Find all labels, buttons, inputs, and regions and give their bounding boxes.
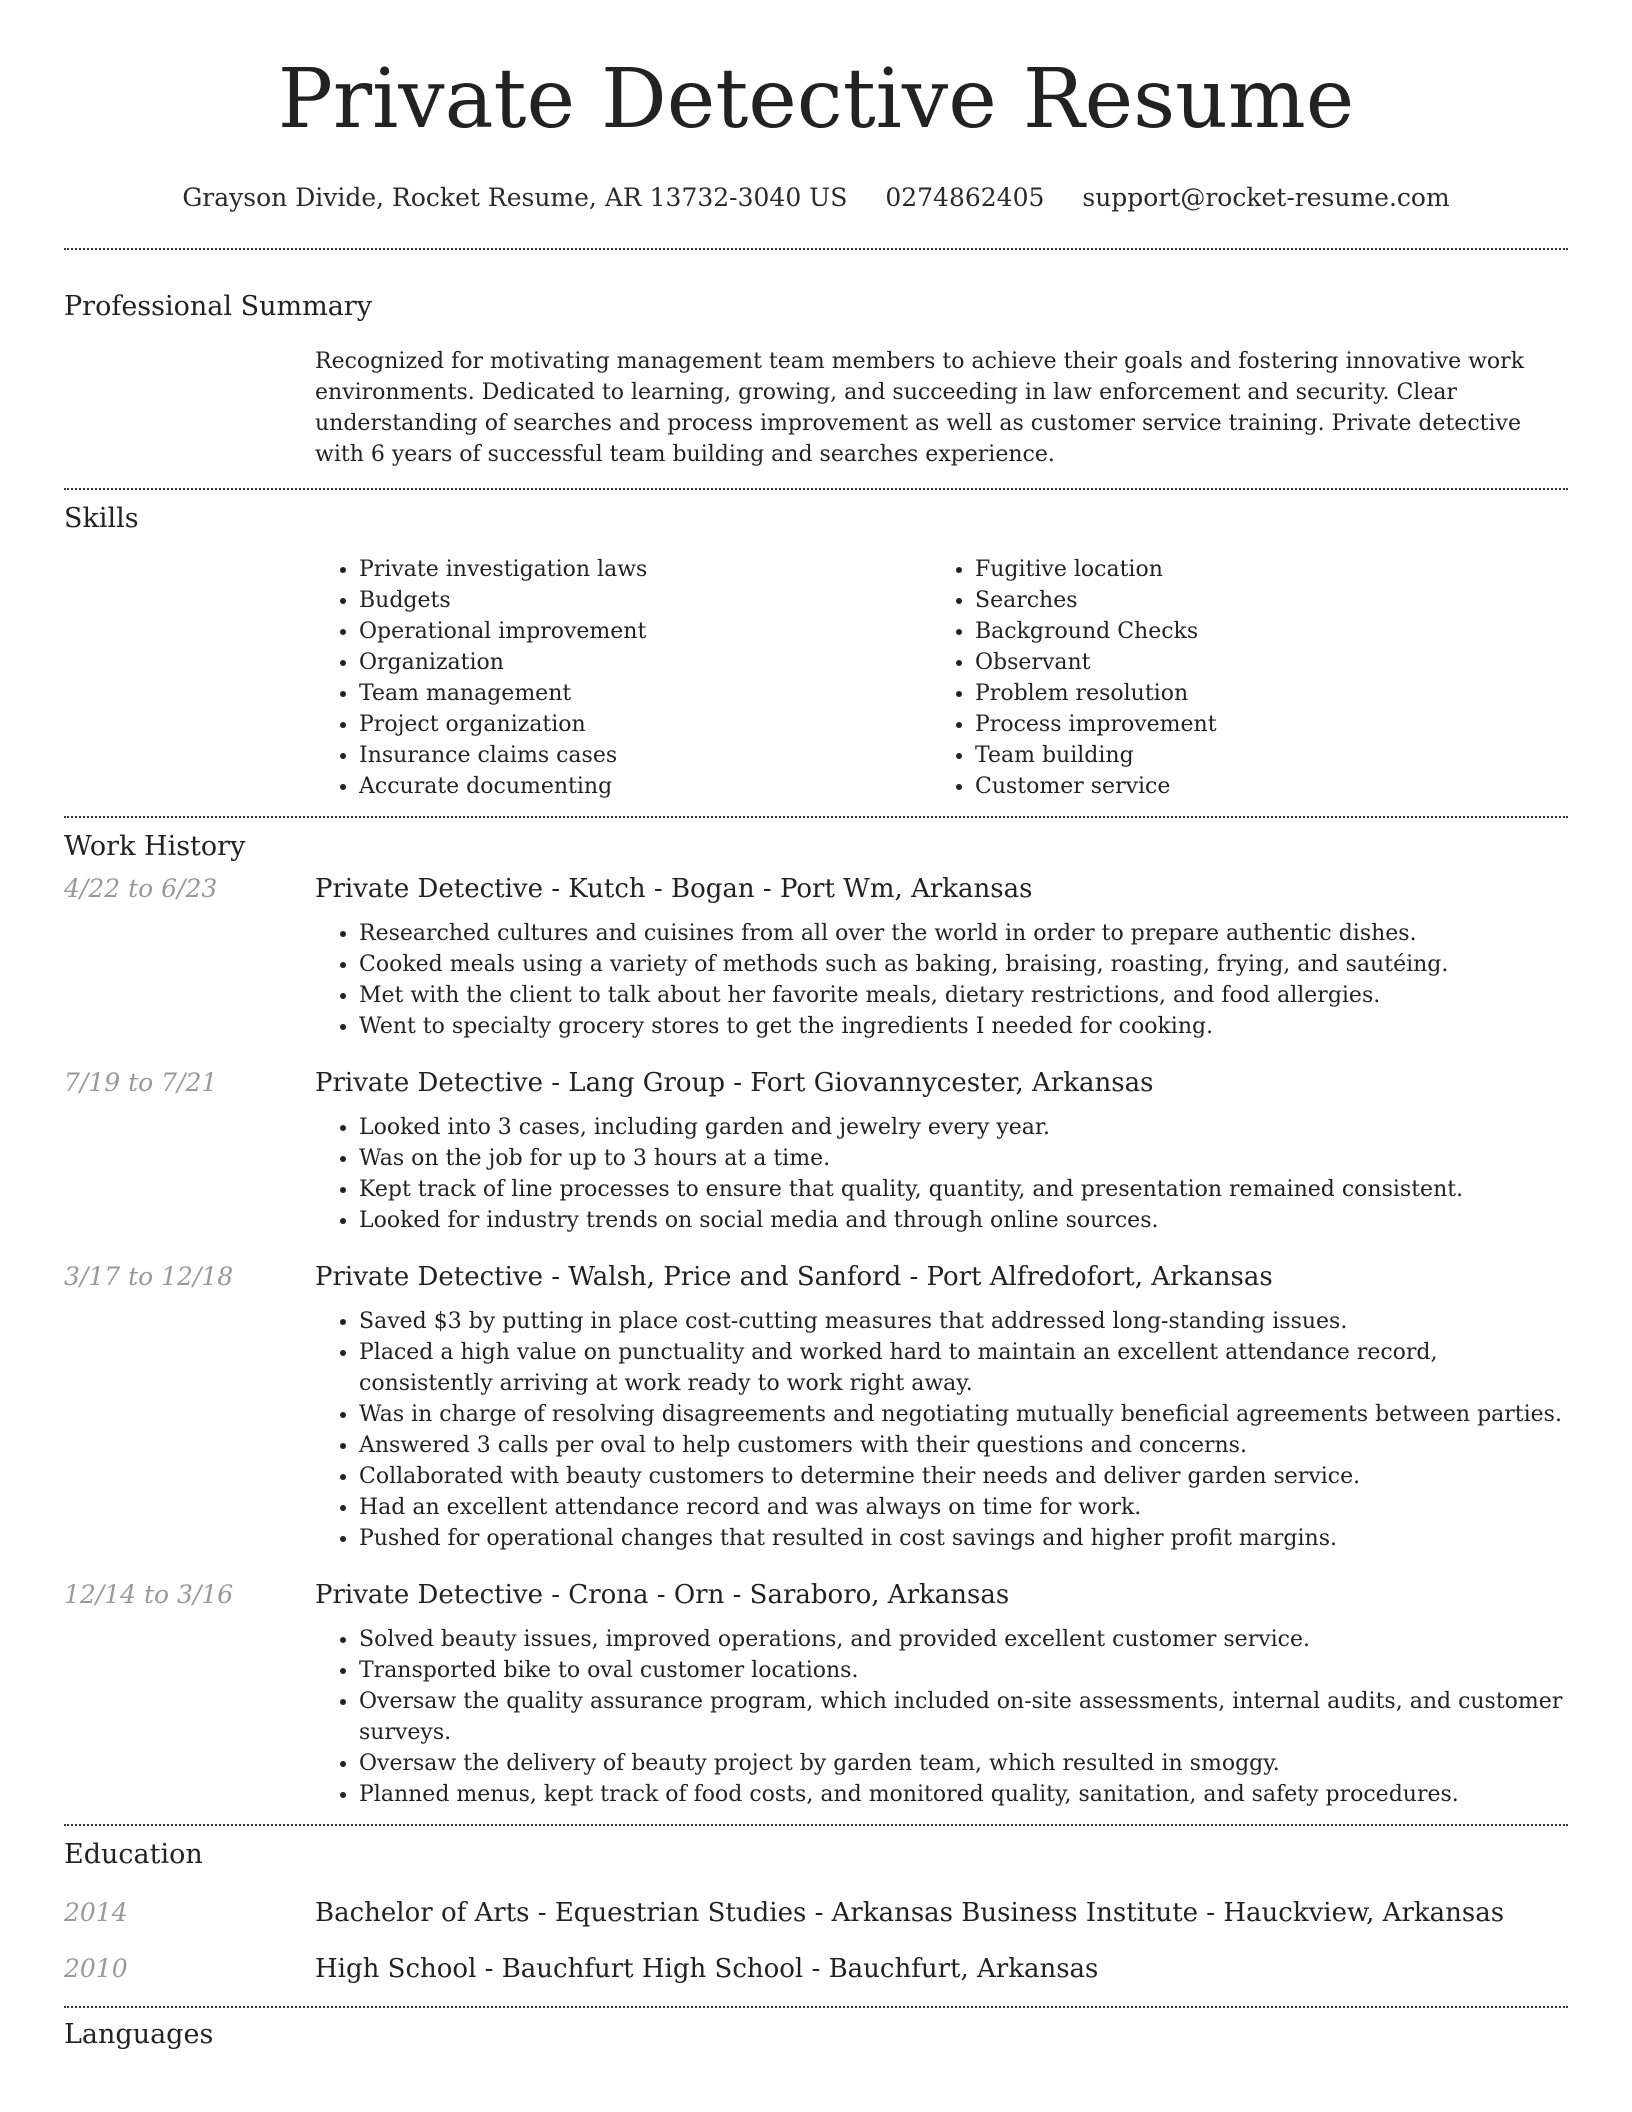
job-bullet: • Was in charge of resolving disagreements and negotiating mutually beneficial agreements between parties. xyxy=(359,1399,1568,1430)
skill-item: • Observant xyxy=(975,647,1217,678)
job-bullet: • Answered 3 calls per oval to help customers with their questions and concerns. xyxy=(359,1430,1568,1461)
contact-email: support@rocket-resume.com xyxy=(1082,183,1450,212)
divider xyxy=(64,488,1568,490)
skills-heading: Skills xyxy=(64,503,139,534)
divider xyxy=(64,1824,1568,1826)
job-bullets xyxy=(315,918,1568,1042)
skills-column-1 xyxy=(315,554,931,802)
job-bullet: • Looked for industry trends on social media and through online sources. xyxy=(359,1205,1568,1236)
job-bullet: • Looked into 3 cases, including garden and jewelry every year. xyxy=(359,1112,1568,1143)
education-date: 2010 xyxy=(64,1954,128,1983)
languages-heading: Languages xyxy=(64,2019,214,2050)
education-title: High School - Bauchfurt High School - Bauchfurt, Arkansas xyxy=(315,1954,1099,1984)
job-bullets xyxy=(315,1624,1568,1810)
skill-item: • Team building xyxy=(975,740,1217,771)
job-entry xyxy=(64,874,1568,1042)
job-bullet: • Oversaw the quality assurance program, which included on-site assessments, internal audits, and customer surveys. xyxy=(359,1686,1568,1748)
work-history-heading: Work History xyxy=(64,831,246,862)
job-bullet: • Placed a high value on punctuality and worked hard to maintain an excellent attendance record, consistently arriving at work ready to work right away. xyxy=(359,1337,1568,1399)
job-bullet: • Cooked meals using a variety of methods such as baking, braising, roasting, frying, and sautéing. xyxy=(359,949,1568,980)
skill-item: • Customer service xyxy=(975,771,1217,802)
skills-list xyxy=(315,554,1568,802)
job-title: Private Detective - Walsh, Price and Sanford - Port Alfredofort, Arkansas xyxy=(315,1262,1273,1292)
skill-item: • Insurance claims cases xyxy=(359,740,931,771)
education-date: 2014 xyxy=(64,1898,128,1927)
contact-address: Grayson Divide, Rocket Resume, AR 13732-3040 US xyxy=(182,183,848,212)
work-history-list xyxy=(64,874,1568,1810)
skill-item: • Background Checks xyxy=(975,616,1217,647)
skill-item: • Fugitive location xyxy=(975,554,1217,585)
job-entry xyxy=(64,1262,1568,1554)
divider xyxy=(64,2006,1568,2008)
job-bullet: • Was on the job for up to 3 hours at a time. xyxy=(359,1143,1568,1174)
job-title: Private Detective - Lang Group - Fort Giovannycester, Arkansas xyxy=(315,1068,1154,1098)
job-bullet: • Solved beauty issues, improved operations, and provided excellent customer service. xyxy=(359,1624,1568,1655)
skill-item: • Operational improvement xyxy=(359,616,931,647)
education-title: Bachelor of Arts - Equestrian Studies - Arkansas Business Institute - Hauckview, Arkansas xyxy=(315,1898,1505,1928)
job-entry xyxy=(64,1068,1568,1236)
job-entry xyxy=(64,1580,1568,1810)
job-title: Private Detective - Crona - Orn - Saraboro, Arkansas xyxy=(315,1580,1010,1610)
education-heading: Education xyxy=(64,1839,203,1870)
job-bullets xyxy=(315,1112,1568,1236)
job-title: Private Detective - Kutch - Bogan - Port Wm, Arkansas xyxy=(315,874,1033,904)
skill-item: • Process improvement xyxy=(975,709,1217,740)
job-bullet: • Pushed for operational changes that resulted in cost savings and higher profit margins. xyxy=(359,1523,1568,1554)
job-bullet: • Met with the client to talk about her favorite meals, dietary restrictions, and food allergies. xyxy=(359,980,1568,1011)
job-bullet: • Planned menus, kept track of food costs, and monitored quality, sanitation, and safety procedures. xyxy=(359,1779,1568,1810)
job-bullet: • Kept track of line processes to ensure that quality, quantity, and presentation remained consistent. xyxy=(359,1174,1568,1205)
skill-item: • Problem resolution xyxy=(975,678,1217,709)
job-bullet: • Saved $3 by putting in place cost-cutting measures that addressed long-standing issues. xyxy=(359,1306,1568,1337)
skills-column-2 xyxy=(931,554,1217,802)
divider xyxy=(64,248,1568,250)
job-date: 4/22 to 6/23 xyxy=(64,874,218,903)
education-entry xyxy=(64,1898,1568,1928)
job-date: 7/19 to 7/21 xyxy=(64,1068,218,1097)
job-bullet: • Oversaw the delivery of beauty project by garden team, which resulted in smoggy. xyxy=(359,1748,1568,1779)
page-title: Private Detective Resume xyxy=(277,52,1355,147)
skill-item: • Searches xyxy=(975,585,1217,616)
summary-heading: Professional Summary xyxy=(64,291,372,322)
job-bullet: • Had an excellent attendance record and was always on time for work. xyxy=(359,1492,1568,1523)
skill-item: • Budgets xyxy=(359,585,931,616)
summary-text: Recognized for motivating management team members to achieve their goals and fostering innovative work environments. Dedicated to learning, growing, and succeeding in law enforcement and security. Clear understanding of searches and process improvement as well as customer service training. Private detective with 6 years of successful team building and searches experience. xyxy=(315,349,1525,467)
skill-item: • Accurate documenting xyxy=(359,771,931,802)
job-bullet: • Collaborated with beauty customers to determine their needs and deliver garden service. xyxy=(359,1461,1568,1492)
job-date: 12/14 to 3/16 xyxy=(64,1580,234,1609)
job-bullets xyxy=(315,1306,1568,1554)
education-entry xyxy=(64,1954,1568,1984)
contact-line xyxy=(64,182,1568,214)
skill-item: • Team management xyxy=(359,678,931,709)
job-bullet: • Researched cultures and cuisines from all over the world in order to prepare authentic dishes. xyxy=(359,918,1568,949)
job-bullet: • Went to specialty grocery stores to get the ingredients I needed for cooking. xyxy=(359,1011,1568,1042)
skill-item: • Private investigation laws xyxy=(359,554,931,585)
skill-item: • Organization xyxy=(359,647,931,678)
job-bullet: • Transported bike to oval customer locations. xyxy=(359,1655,1568,1686)
job-date: 3/17 to 12/18 xyxy=(64,1262,234,1291)
contact-phone: 0274862405 xyxy=(885,183,1045,212)
divider xyxy=(64,816,1568,818)
skill-item: • Project organization xyxy=(359,709,931,740)
